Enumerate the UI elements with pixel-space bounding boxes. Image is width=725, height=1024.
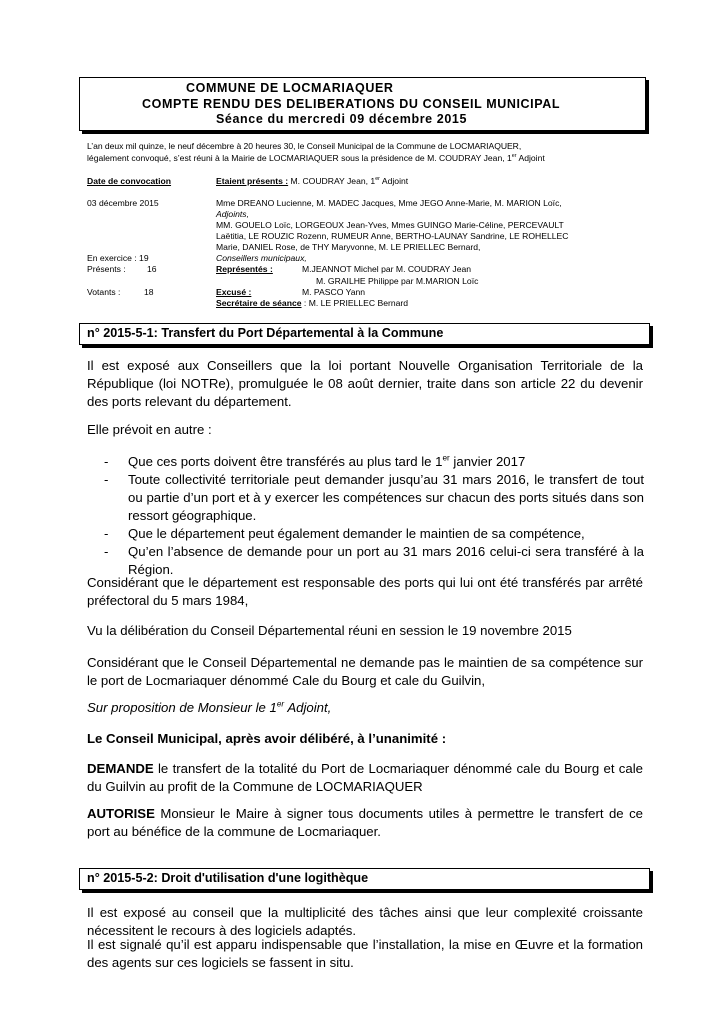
- section1-demande: [87, 760, 643, 796]
- bullet1-sup: er: [442, 453, 450, 463]
- bullet1-text: Que ces ports doivent être transférés au plus tard le 1: [128, 454, 443, 469]
- conseillers-line3: Marie, DANIEL Rose, de THY Maryvonne, M. LE PRIELLEC Bernard,: [216, 242, 481, 252]
- representes-2: M. GRAILHE Philippe par M.MARION Loïc: [316, 276, 479, 286]
- intro-line2-text: légalement convoqué, s’est réuni à la Mairie de LOCMARIAQUER sous la présidence de M. COUDRAY Jean, 1: [87, 153, 512, 163]
- conseillers-label: Conseillers municipaux,: [216, 253, 307, 263]
- votants-count: 18: [144, 287, 154, 297]
- convocation-date: 03 décembre 2015: [87, 198, 159, 208]
- excuse-label: Excusé :: [216, 287, 252, 297]
- bullet4-text: Qu’en l’absence de demande pour un port au 31 mars 2016 celui-ci sera transféré à la Région.: [128, 544, 644, 577]
- intro-line1: L’an deux mil quinze, le neuf décembre à 20 heures 30, le Conseil Municipal de la Commune de LOCMARIAQUER,: [87, 141, 522, 151]
- votants-label: Votants :: [87, 287, 121, 297]
- section1-p4: Vu la délibération du Conseil Départemental réuni en session le 19 novembre 2015: [87, 623, 572, 638]
- section1-title: n° 2015-5-1: Transfert du Port Départemental à la Commune: [87, 326, 444, 340]
- section2-p2: Il est signalé qu’il est apparu indispensable que l’installation, la mise en Œuvre et la formation des agents sur ces logiciels se fassent in situ.: [87, 937, 643, 970]
- conseillers-line2: Laëtitia, LE ROUZIC Rozenn, RUMEUR Anne, BERTHO-LAUNAY Sandrine, LE ROHELLEC: [216, 231, 569, 241]
- section1-p7: Le Conseil Municipal, après avoir délibéré, à l’unanimité :: [87, 731, 447, 746]
- header-compte-rendu: COMPTE RENDU DES DELIBERATIONS DU CONSEIL MUNICIPAL: [142, 97, 561, 111]
- proposition-sup: er: [276, 699, 285, 709]
- presents-count-label: Présents :: [87, 264, 126, 274]
- presents-first-sup: er: [375, 176, 380, 183]
- proposition-end: Adjoint,: [284, 700, 332, 715]
- section1-p2: Elle prévoit en autre :: [87, 422, 212, 437]
- presents-label: Etaient présents :: [216, 176, 289, 186]
- presents-count: 16: [147, 264, 157, 274]
- section2-title: n° 2015-5-2: Droit d'utilisation d'une logithèque: [87, 871, 369, 885]
- adjoints-label: Adjoints,: [216, 209, 249, 219]
- representes-label: Représentés :: [216, 264, 273, 274]
- list-item: - Que le département peut également demander le maintien de sa compétence,: [104, 526, 585, 541]
- secretaire-label: Secrétaire de séance: [216, 298, 302, 308]
- list-item: - Que ces ports doivent être transférés au plus tard le 1er janvier 2017: [104, 453, 526, 469]
- section1-p1: Il est exposé aux Conseillers que la loi portant Nouvelle Organisation Territoriale de la République (loi NOTRe), promulguée le 08 août dernier, traite dans son article 22 du devenir des ports relevant du département.: [87, 358, 643, 409]
- section1-p6: [87, 699, 643, 717]
- intro-line2-end: Adjoint: [516, 153, 545, 163]
- header-commune: COMMUNE DE LOCMARIAQUER: [186, 81, 394, 95]
- section1-autorise: [87, 805, 643, 841]
- secretaire-line: [216, 298, 408, 308]
- bullet2-text: Toute collectivité territoriale peut demander jusqu’au 31 mars 2016, le transfert de tout ou partie d’un port et à y exercer les compétences sur chacun des ports situés dans son ressort géographique.: [128, 472, 644, 523]
- header-seance: Séance du mercredi 09 décembre 2015: [216, 112, 467, 126]
- presents-first-name: M. COUDRAY Jean, 1: [288, 176, 376, 186]
- section2-p1: Il est exposé au conseil que la multiplicité des tâches ainsi que leur complexité croissante nécessitent le recours à des logiciels adaptés.: [87, 905, 643, 938]
- adjoints-line: Mme DREANO Lucienne, M. MADEC Jacques, Mme JEGO Anne-Marie, M. MARION Loïc,: [216, 198, 562, 208]
- excuse-name: M. PASCO Yann: [302, 287, 366, 297]
- representes-1: M.JEANNOT Michel par M. COUDRAY Jean: [302, 264, 472, 274]
- intro-line2-sup: er: [511, 153, 517, 160]
- section1-p3: Considérant que le département est responsable des ports qui lui ont été transférés par arrêté préfectoral du 5 mars 1984,: [87, 575, 643, 608]
- list-item: - Toute collectivité territoriale peut demander jusqu’au 31 mars 2016, le transfert de tout ou partie d’un port et à y exercer les compétences sur chacun des ports situés dans son ressort géographique.: [104, 472, 644, 523]
- list-item: - Qu’en l’absence de demande pour un port au 31 mars 2016 celui-ci sera transféré à la Région.: [104, 544, 644, 577]
- convocation-label: Date de convocation: [87, 176, 172, 186]
- demande-text: le transfert de la totalité du Port de Locmariaquer dénommé cale du Bourg et cale du Guilvin au profit de la Commune de LOCMARIAQUER: [87, 761, 643, 794]
- presents-first: [216, 176, 408, 186]
- presents-first-end: Adjoint: [379, 176, 409, 186]
- autorise-text: Monsieur le Maire à signer tous documents utiles à permettre le transfert de ce port au bénéfice de la commune de Locmariaquer.: [87, 806, 643, 839]
- section1-bullet-list: [104, 453, 644, 579]
- proposition-text: Sur proposition de Monsieur le 1: [87, 700, 277, 715]
- bullet1-end: janvier 2017: [449, 454, 526, 469]
- demande-label: DEMANDE: [87, 761, 154, 776]
- exercice-count: En exercice : 19: [87, 253, 149, 263]
- autorise-label: AUTORISE: [87, 806, 155, 821]
- intro-line2: [87, 153, 545, 163]
- secretaire-name: : M. LE PRIELLEC Bernard: [301, 298, 409, 308]
- conseillers-line1: MM. GOUELO Loïc, LORGEOUX Jean-Yves, Mmes GUINGO Marie-Céline, PERCEVAULT: [216, 220, 564, 230]
- section1-p5: Considérant que le Conseil Départemental ne demande pas le maintien de sa compétence sur le port de Locmariaquer dénommé Cale du Bourg et cale du Guilvin,: [87, 655, 643, 688]
- bullet3-text: Que le département peut également demander le maintien de sa compétence,: [128, 526, 585, 541]
